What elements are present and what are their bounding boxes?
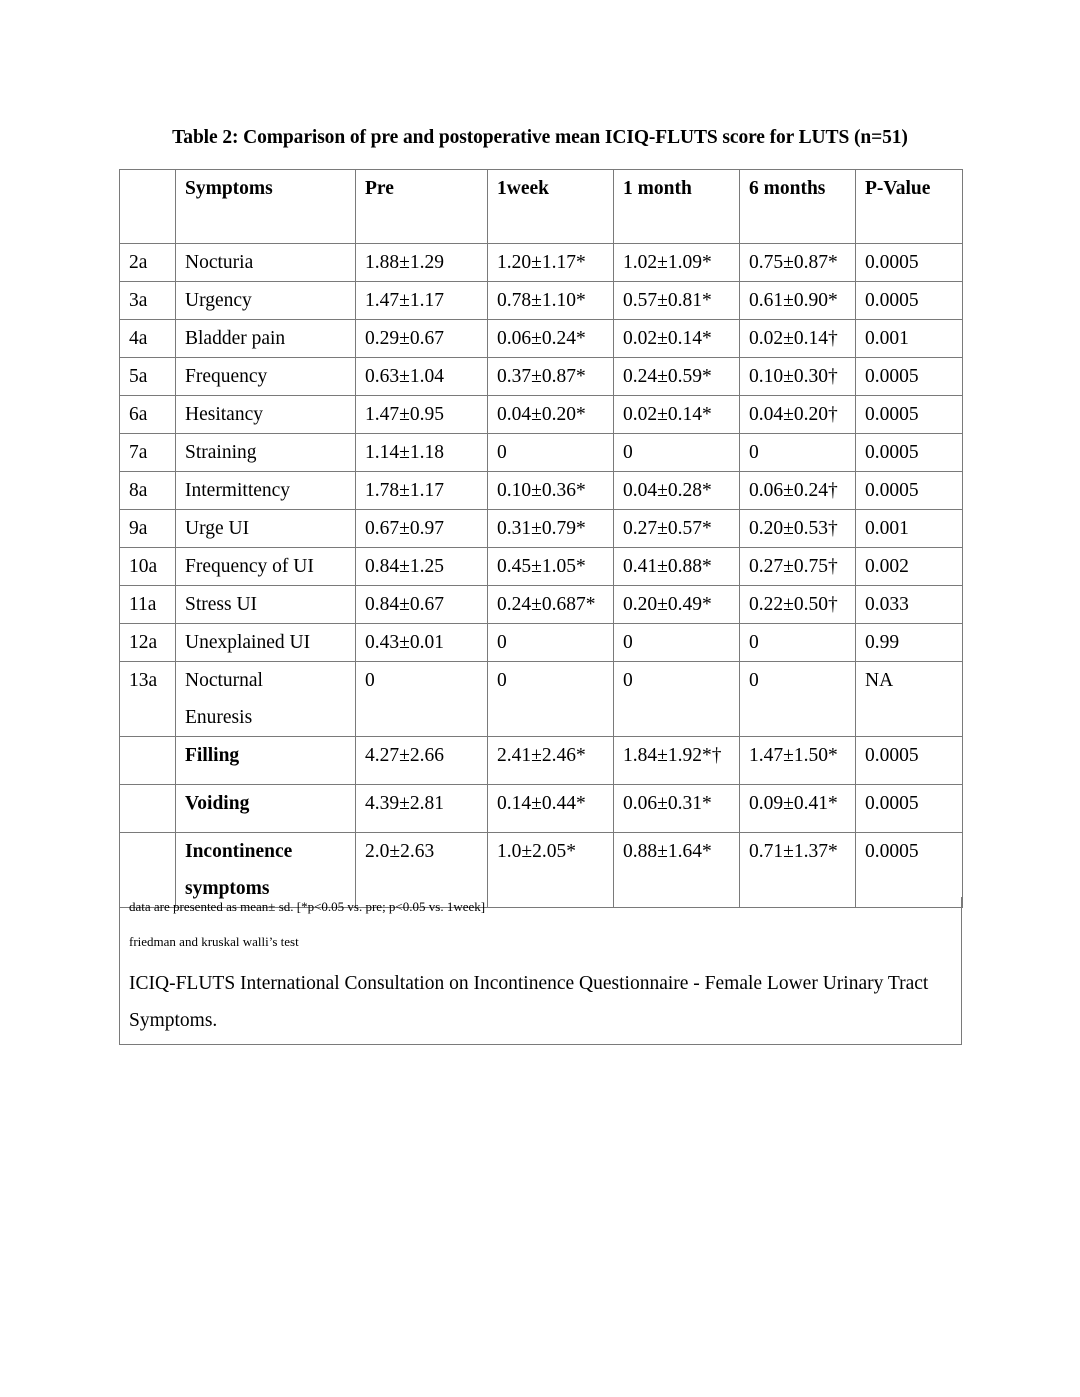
row-pvalue: 0.0005: [856, 358, 963, 396]
row-pre: 1.47±0.95: [356, 396, 488, 434]
table-row: [120, 320, 963, 358]
row-1month: 0: [614, 662, 740, 737]
footnote-data-presentation: data are presented as mean± sd. [*p<0.05 vs. pre; p<0.05 vs. 1week]: [129, 899, 486, 914]
row-symptom: Nocturia: [176, 244, 356, 282]
row-pre: 0.63±1.04: [356, 358, 488, 396]
row-1week: 0.14±0.44*: [488, 785, 614, 833]
summary-row: [120, 737, 963, 785]
row-pvalue: 0.0005: [856, 396, 963, 434]
row-symptom: Intermittency: [176, 472, 356, 510]
row-id: 10a: [120, 548, 176, 586]
table-row: [120, 282, 963, 320]
row-1week: 1.0±2.05*: [488, 833, 614, 908]
table-row: [120, 472, 963, 510]
summary-label: Filling: [176, 737, 356, 785]
row-pre: 1.14±1.18: [356, 434, 488, 472]
row-symptom: Straining: [176, 434, 356, 472]
header-pre: Pre: [356, 170, 488, 244]
row-id: 7a: [120, 434, 176, 472]
row-6months: 0.20±0.53†: [740, 510, 856, 548]
row-1week: 0: [488, 434, 614, 472]
footnote-abbreviation: ICIQ-FLUTS International Consultation on Incontinence Questionnaire - Female Lower Urinary Tract Symptoms.: [129, 973, 929, 1031]
row-1month: 0.02±0.14*: [614, 396, 740, 434]
row-6months: 0.02±0.14†: [740, 320, 856, 358]
row-1week: 0.04±0.20*: [488, 396, 614, 434]
row-pvalue: 0.0005: [856, 282, 963, 320]
row-symptom: Unexplained UI: [176, 624, 356, 662]
row-pvalue: 0.002: [856, 548, 963, 586]
row-6months: 0.27±0.75†: [740, 548, 856, 586]
header-id: [120, 170, 176, 244]
row-6months: 0: [740, 434, 856, 472]
row-6months: 0.10±0.30†: [740, 358, 856, 396]
row-id: 13a: [120, 662, 176, 737]
row-pre: 0: [356, 662, 488, 737]
row-symptom: Frequency: [176, 358, 356, 396]
row-pre: 0.67±0.97: [356, 510, 488, 548]
summary-label-line2: symptoms: [185, 878, 270, 899]
summary-label-line1: Incontinence: [185, 841, 293, 862]
row-id: [120, 785, 176, 833]
row-6months: 0: [740, 662, 856, 737]
row-id: 8a: [120, 472, 176, 510]
row-1week: 0.06±0.24*: [488, 320, 614, 358]
row-6months: 0.71±1.37*: [740, 833, 856, 908]
row-6months: 0.75±0.87*: [740, 244, 856, 282]
row-pre: 1.78±1.17: [356, 472, 488, 510]
row-pvalue: 0.001: [856, 510, 963, 548]
row-1week: 2.41±2.46*: [488, 737, 614, 785]
row-id: 12a: [120, 624, 176, 662]
table-row: [120, 510, 963, 548]
row-pre: 0.84±0.67: [356, 586, 488, 624]
row-id: 5a: [120, 358, 176, 396]
row-pre: 0.84±1.25: [356, 548, 488, 586]
row-pvalue: 0.0005: [856, 833, 963, 908]
row-pvalue: 0.0005: [856, 434, 963, 472]
row-1week: 0.31±0.79*: [488, 510, 614, 548]
row-pvalue: 0.001: [856, 320, 963, 358]
table-row: [120, 548, 963, 586]
row-1month: 0.04±0.28*: [614, 472, 740, 510]
row-id: 9a: [120, 510, 176, 548]
row-pvalue: 0.0005: [856, 785, 963, 833]
table-row: [120, 434, 963, 472]
row-pre: 1.47±1.17: [356, 282, 488, 320]
row-6months: 0.06±0.24†: [740, 472, 856, 510]
row-1week: 0: [488, 624, 614, 662]
row-symptom: Hesitancy: [176, 396, 356, 434]
row-symptom: Frequency of UI: [176, 548, 356, 586]
row-1month: 0.20±0.49*: [614, 586, 740, 624]
header-6months: 6 months: [740, 170, 856, 244]
row-1week: 0.78±1.10*: [488, 282, 614, 320]
row-1month: 0.06±0.31*: [614, 785, 740, 833]
footnote-statistical-test: friedman and kruskal walli’s test: [129, 934, 299, 949]
symptom-line1: Nocturnal: [185, 670, 263, 691]
row-1month: 1.84±1.92*†: [614, 737, 740, 785]
row-1month: 0.02±0.14*: [614, 320, 740, 358]
row-id: 6a: [120, 396, 176, 434]
row-6months: 0.22±0.50†: [740, 586, 856, 624]
row-id: 2a: [120, 244, 176, 282]
table-row: [120, 624, 963, 662]
row-pvalue: 0.0005: [856, 472, 963, 510]
row-6months: 0.04±0.20†: [740, 396, 856, 434]
row-symptom: Stress UI: [176, 586, 356, 624]
table-title: Table 2: Comparison of pre and postoperative mean ICIQ-FLUTS score for LUTS (n=51): [172, 127, 908, 148]
row-1month: 0.57±0.81*: [614, 282, 740, 320]
row-symptom: Urgency: [176, 282, 356, 320]
table-row: [120, 662, 963, 737]
row-pre: 4.39±2.81: [356, 785, 488, 833]
row-pvalue: 0.99: [856, 624, 963, 662]
row-1month: 0: [614, 434, 740, 472]
row-6months: 1.47±1.50*: [740, 737, 856, 785]
row-pvalue: 0.0005: [856, 244, 963, 282]
row-symptom: [176, 662, 356, 737]
symptom-line2: Enuresis: [185, 707, 253, 728]
row-pre: 1.88±1.29: [356, 244, 488, 282]
row-id: 4a: [120, 320, 176, 358]
results-table: [119, 169, 963, 908]
header-1week: 1week: [488, 170, 614, 244]
row-1month: 0.24±0.59*: [614, 358, 740, 396]
row-1week: 0.37±0.87*: [488, 358, 614, 396]
table-row: [120, 244, 963, 282]
row-1month: 1.02±1.09*: [614, 244, 740, 282]
row-pre: 2.0±2.63: [356, 833, 488, 908]
row-id: 3a: [120, 282, 176, 320]
row-symptom: Urge UI: [176, 510, 356, 548]
row-1month: 0.27±0.57*: [614, 510, 740, 548]
row-pre: 0.29±0.67: [356, 320, 488, 358]
table-row: [120, 358, 963, 396]
summary-row: [120, 785, 963, 833]
header-row: [120, 170, 963, 244]
header-pvalue: P-Value: [856, 170, 963, 244]
table-footnotes: [119, 897, 962, 1045]
row-1week: 0.45±1.05*: [488, 548, 614, 586]
row-6months: 0.61±0.90*: [740, 282, 856, 320]
row-pre: 4.27±2.66: [356, 737, 488, 785]
row-1month: 0.41±0.88*: [614, 548, 740, 586]
row-pvalue: NA: [856, 662, 963, 737]
row-1week: 0: [488, 662, 614, 737]
row-1month: 0.88±1.64*: [614, 833, 740, 908]
table-row: [120, 586, 963, 624]
summary-label: Voiding: [176, 785, 356, 833]
header-1month: 1 month: [614, 170, 740, 244]
row-6months: 0.09±0.41*: [740, 785, 856, 833]
row-1week: 1.20±1.17*: [488, 244, 614, 282]
row-1week: 0.24±0.687*: [488, 586, 614, 624]
row-id: [120, 737, 176, 785]
row-symptom: Bladder pain: [176, 320, 356, 358]
row-1month: 0: [614, 624, 740, 662]
row-1week: 0.10±0.36*: [488, 472, 614, 510]
header-symptoms: Symptoms: [176, 170, 356, 244]
table-row: [120, 396, 963, 434]
row-pvalue: 0.033: [856, 586, 963, 624]
row-id: 11a: [120, 586, 176, 624]
row-6months: 0: [740, 624, 856, 662]
row-pvalue: 0.0005: [856, 737, 963, 785]
row-pre: 0.43±0.01: [356, 624, 488, 662]
